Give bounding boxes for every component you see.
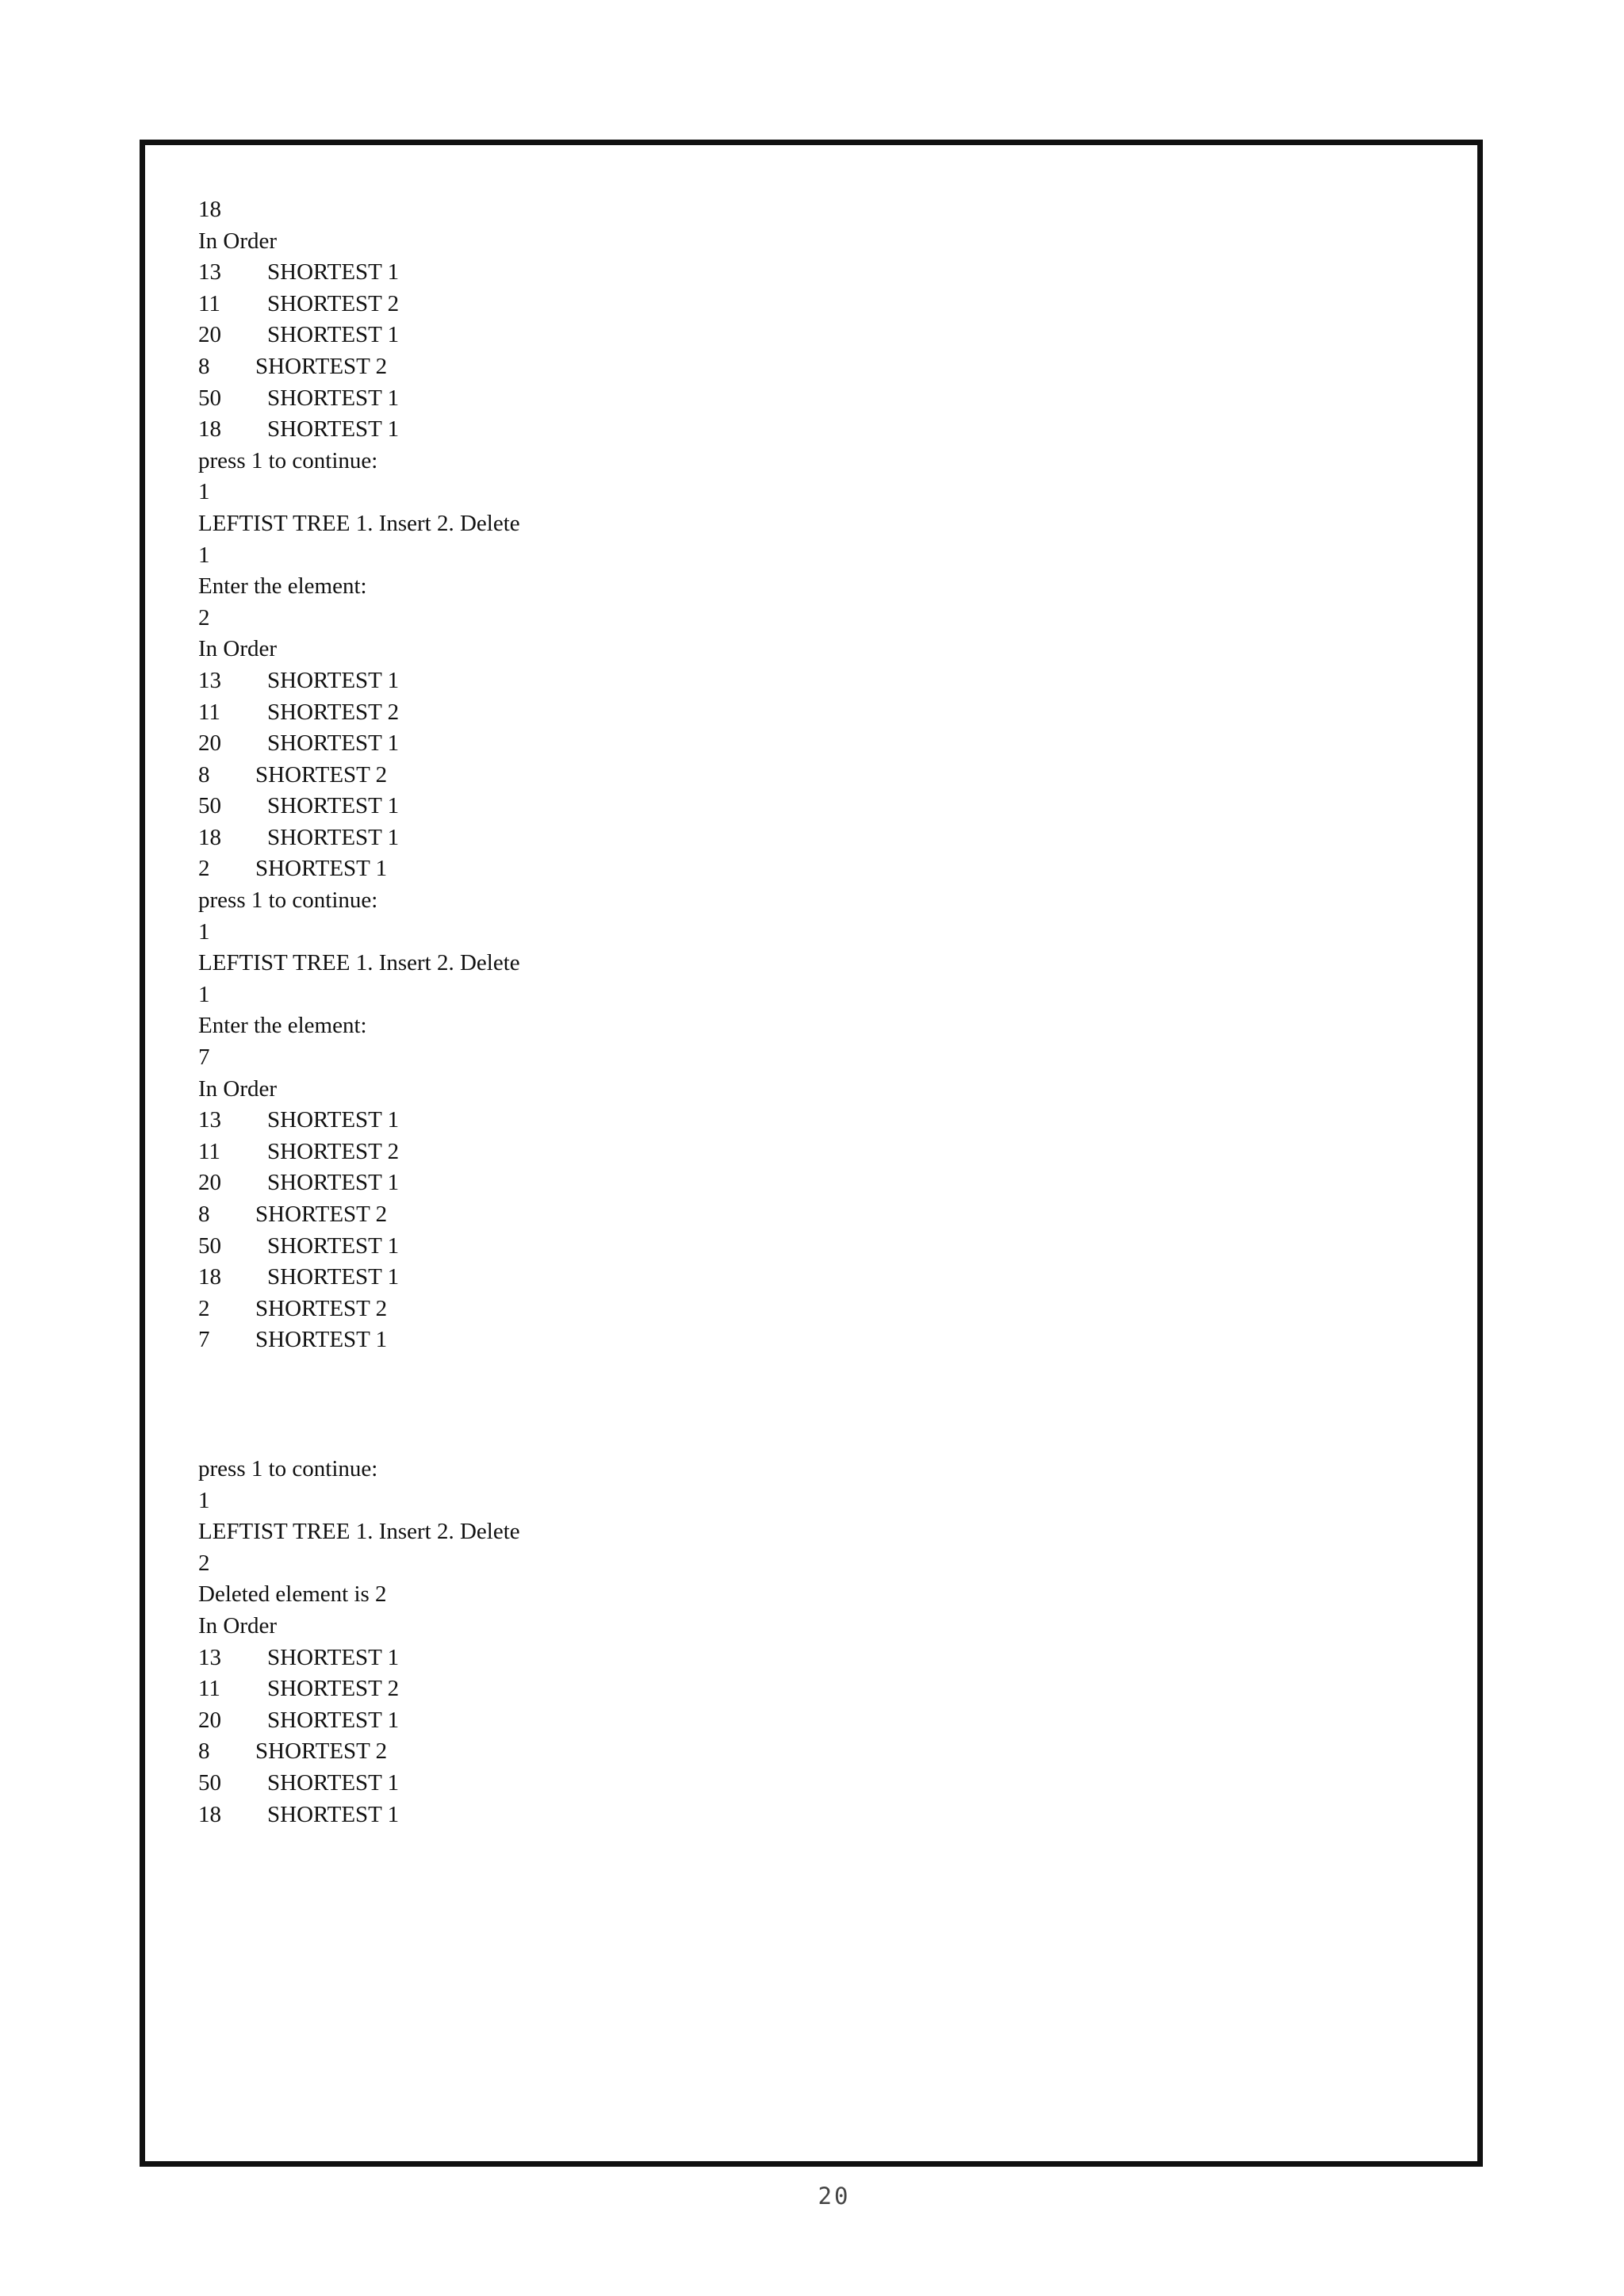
- output-block-2: [198, 1454, 520, 1830]
- inorder-row: [198, 1262, 520, 1294]
- output-line: Deleted element is 2: [198, 1581, 387, 1608]
- output-line: Enter the element:: [198, 1013, 367, 1039]
- shortest-label: SHORTEST 1: [267, 1769, 400, 1796]
- inorder-row: [198, 351, 520, 383]
- node-value: 50: [198, 793, 221, 819]
- node-value: 8: [198, 1202, 210, 1227]
- inorder-row: [198, 1736, 520, 1768]
- shortest-label: SHORTEST 1: [267, 824, 400, 850]
- shortest-label: SHORTEST 2: [267, 290, 400, 316]
- output-line: press 1 to continue:: [198, 447, 378, 473]
- output-line: press 1 to continue:: [198, 887, 378, 914]
- inorder-row: [198, 1324, 520, 1356]
- shortest-label: SHORTEST 2: [255, 761, 388, 788]
- inorder-row: [198, 1137, 520, 1168]
- inorder-row: [198, 1768, 520, 1800]
- inorder-row: [198, 728, 520, 760]
- node-value: 18: [198, 1264, 221, 1290]
- inorder-row: [198, 791, 520, 822]
- inorder-row: [198, 1167, 520, 1199]
- inorder-row: [198, 1705, 520, 1737]
- output-line: 1: [198, 1487, 210, 1513]
- shortest-label: SHORTEST 2: [255, 353, 388, 379]
- output-line: In Order: [198, 1612, 278, 1639]
- node-value: 13: [198, 667, 221, 693]
- inorder-row: [198, 383, 520, 415]
- shortest-label: SHORTEST 1: [267, 1644, 400, 1670]
- node-value: 20: [198, 1707, 221, 1733]
- output-line: LEFTIST TREE 1. Insert 2. Delete: [198, 1519, 520, 1545]
- node-value: 13: [198, 1644, 221, 1670]
- node-value: 11: [198, 1676, 220, 1702]
- output-line: In Order: [198, 1075, 278, 1102]
- inorder-row: [198, 665, 520, 697]
- inorder-row: [198, 1231, 520, 1263]
- node-value: 50: [198, 1769, 221, 1796]
- shortest-label: SHORTEST 2: [267, 1676, 400, 1702]
- shortest-label: SHORTEST 1: [267, 1801, 400, 1827]
- inorder-row: [198, 320, 520, 351]
- node-value: 18: [198, 1801, 221, 1827]
- node-value: 2: [198, 1295, 210, 1321]
- node-value: 20: [198, 322, 221, 348]
- output-line: 1: [198, 981, 210, 1007]
- node-value: 13: [198, 259, 221, 286]
- inorder-row: [198, 289, 520, 320]
- shortest-label: SHORTEST 2: [267, 699, 400, 725]
- shortest-label: SHORTEST 2: [255, 1295, 388, 1321]
- inorder-row: [198, 414, 520, 446]
- node-value: 50: [198, 1232, 221, 1259]
- inorder-row: [198, 257, 520, 289]
- output-line: 1: [198, 479, 210, 505]
- inorder-row: [198, 1199, 520, 1231]
- output-line: LEFTIST TREE 1. Insert 2. Delete: [198, 950, 520, 976]
- output-line: In Order: [198, 636, 278, 662]
- node-value: 18: [198, 416, 221, 443]
- output-line: 7: [198, 1045, 210, 1071]
- shortest-label: SHORTEST 1: [267, 1232, 400, 1259]
- shortest-label: SHORTEST 1: [267, 322, 400, 348]
- output-line: 2: [198, 1550, 210, 1576]
- shortest-label: SHORTEST 1: [267, 385, 400, 411]
- node-value: 8: [198, 353, 210, 379]
- inorder-row: [198, 1800, 520, 1831]
- inorder-row: [198, 760, 520, 792]
- output-line: 1: [198, 918, 210, 945]
- node-value: 11: [198, 1138, 220, 1164]
- node-value: 18: [198, 824, 221, 850]
- node-value: 8: [198, 761, 210, 788]
- node-value: 11: [198, 699, 220, 725]
- shortest-label: SHORTEST 1: [267, 416, 400, 443]
- shortest-label: SHORTEST 1: [255, 1327, 388, 1353]
- node-value: 50: [198, 385, 221, 411]
- blank-gap: [198, 1356, 520, 1454]
- shortest-label: SHORTEST 1: [267, 1264, 400, 1290]
- node-value: 13: [198, 1107, 221, 1133]
- shortest-label: SHORTEST 1: [267, 730, 400, 757]
- shortest-label: SHORTEST 1: [267, 1107, 400, 1133]
- node-value: 7: [198, 1327, 210, 1353]
- shortest-label: SHORTEST 1: [267, 1170, 400, 1196]
- shortest-label: SHORTEST 1: [267, 793, 400, 819]
- console-output: [198, 194, 520, 1830]
- output-line: LEFTIST TREE 1. Insert 2. Delete: [198, 510, 520, 536]
- output-line: 18: [198, 197, 221, 222]
- inorder-row: [198, 1642, 520, 1674]
- output-line: In Order: [198, 228, 278, 254]
- inorder-row: [198, 697, 520, 729]
- shortest-label: SHORTEST 2: [255, 1202, 388, 1227]
- shortest-label: SHORTEST 1: [267, 259, 400, 286]
- inorder-row: [198, 853, 520, 885]
- node-value: 8: [198, 1738, 210, 1765]
- page-number: 20: [818, 2183, 851, 2210]
- shortest-label: SHORTEST 2: [267, 1138, 400, 1164]
- output-line: press 1 to continue:: [198, 1455, 378, 1481]
- node-value: 20: [198, 1170, 221, 1196]
- inorder-row: [198, 822, 520, 854]
- shortest-label: SHORTEST 1: [267, 667, 400, 693]
- node-value: 11: [198, 290, 220, 316]
- output-line: 1: [198, 542, 210, 568]
- shortest-label: SHORTEST 2: [255, 1738, 388, 1765]
- output-line: Enter the element:: [198, 573, 367, 600]
- node-value: 20: [198, 730, 221, 757]
- node-value: 2: [198, 856, 210, 882]
- inorder-row: [198, 1673, 520, 1705]
- shortest-label: SHORTEST 1: [267, 1707, 400, 1733]
- inorder-row: [198, 1294, 520, 1325]
- output-line: 2: [198, 604, 210, 631]
- shortest-label: SHORTEST 1: [255, 856, 388, 882]
- inorder-row: [198, 1105, 520, 1137]
- output-block-1: [198, 194, 520, 1356]
